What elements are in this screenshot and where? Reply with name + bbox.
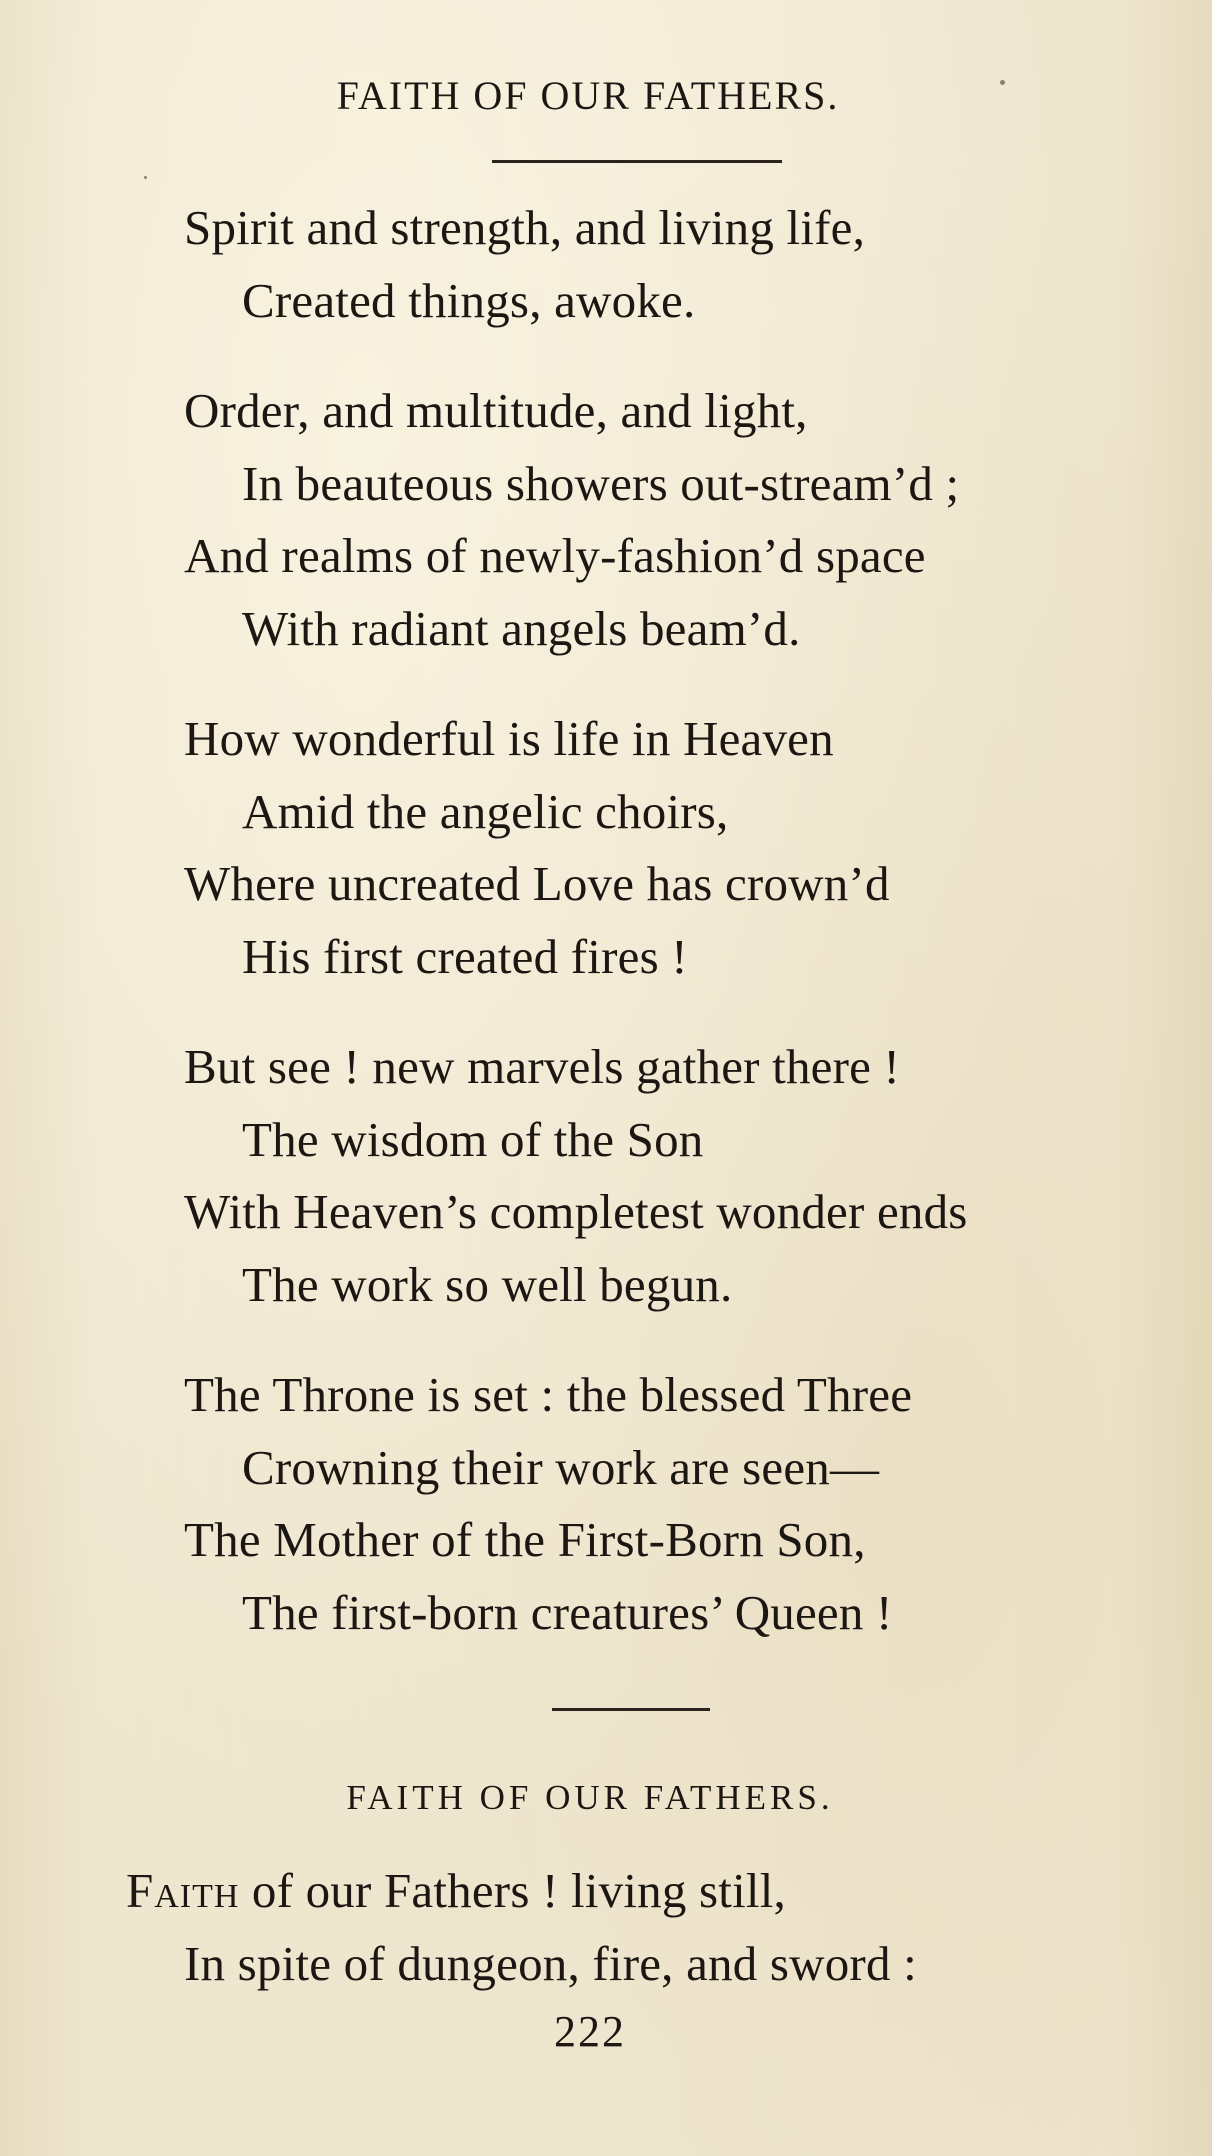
verse-line: Crowning their work are seen— xyxy=(242,1439,880,1495)
running-head xyxy=(0,68,1212,124)
stanza xyxy=(184,1359,1184,1649)
verse-line xyxy=(126,1855,1166,1928)
hymn-title-text: FAITH OF OUR FATHERS. xyxy=(346,1778,834,1817)
header-rule xyxy=(492,160,782,163)
ink-speck xyxy=(1000,80,1005,85)
ink-speck xyxy=(144,176,147,179)
next-hymn-body xyxy=(126,1855,1166,2000)
verse-line: In beauteous showers out-stream’d ; xyxy=(242,455,960,511)
verse-line: The work so well begun. xyxy=(242,1256,733,1312)
verse-line: In spite of dungeon, fire, and sword : xyxy=(184,1935,917,1991)
section-divider-rule xyxy=(552,1708,710,1711)
stanza xyxy=(184,375,1184,665)
first-word: Faith xyxy=(126,1863,240,1918)
verse-line: His first created fires ! xyxy=(242,928,688,984)
verse-line: Amid the angelic choirs, xyxy=(242,783,729,839)
page-number xyxy=(0,2002,1212,2062)
verse-line: How wonderful is life in Heaven xyxy=(184,711,834,766)
running-head-text: FAITH OF OUR FATHERS. xyxy=(336,73,840,118)
verse-line: The Throne is set : the blessed Three xyxy=(184,1367,913,1422)
stanza xyxy=(184,192,1184,337)
verse-line: The Mother of the First-Born Son, xyxy=(184,1512,866,1567)
verse-line: Created things, awoke. xyxy=(242,272,696,328)
verse-line: The first-born creatures’ Queen ! xyxy=(242,1584,893,1640)
verse-line: And realms of newly-fashion’d space xyxy=(184,528,926,583)
stanza xyxy=(184,703,1184,993)
hymn-title xyxy=(0,1770,1212,1826)
verse-line: The wisdom of the Son xyxy=(242,1111,704,1167)
verse-line: Spirit and strength, and living life, xyxy=(184,200,866,255)
verse-line: With radiant angels beam’d. xyxy=(242,600,801,656)
verse-line: With Heaven’s completest wonder ends xyxy=(184,1184,968,1239)
poem-body xyxy=(184,192,1184,1687)
verse-line: Where uncreated Love has crown’d xyxy=(184,856,890,911)
verse-line: But see ! new marvels gather there ! xyxy=(184,1039,901,1094)
verse-line: Order, and multitude, and light, xyxy=(184,383,808,438)
stanza xyxy=(184,1031,1184,1321)
first-line-rest: of our Fathers ! living still, xyxy=(239,1863,786,1918)
page-number-text: 222 xyxy=(554,2007,626,2056)
